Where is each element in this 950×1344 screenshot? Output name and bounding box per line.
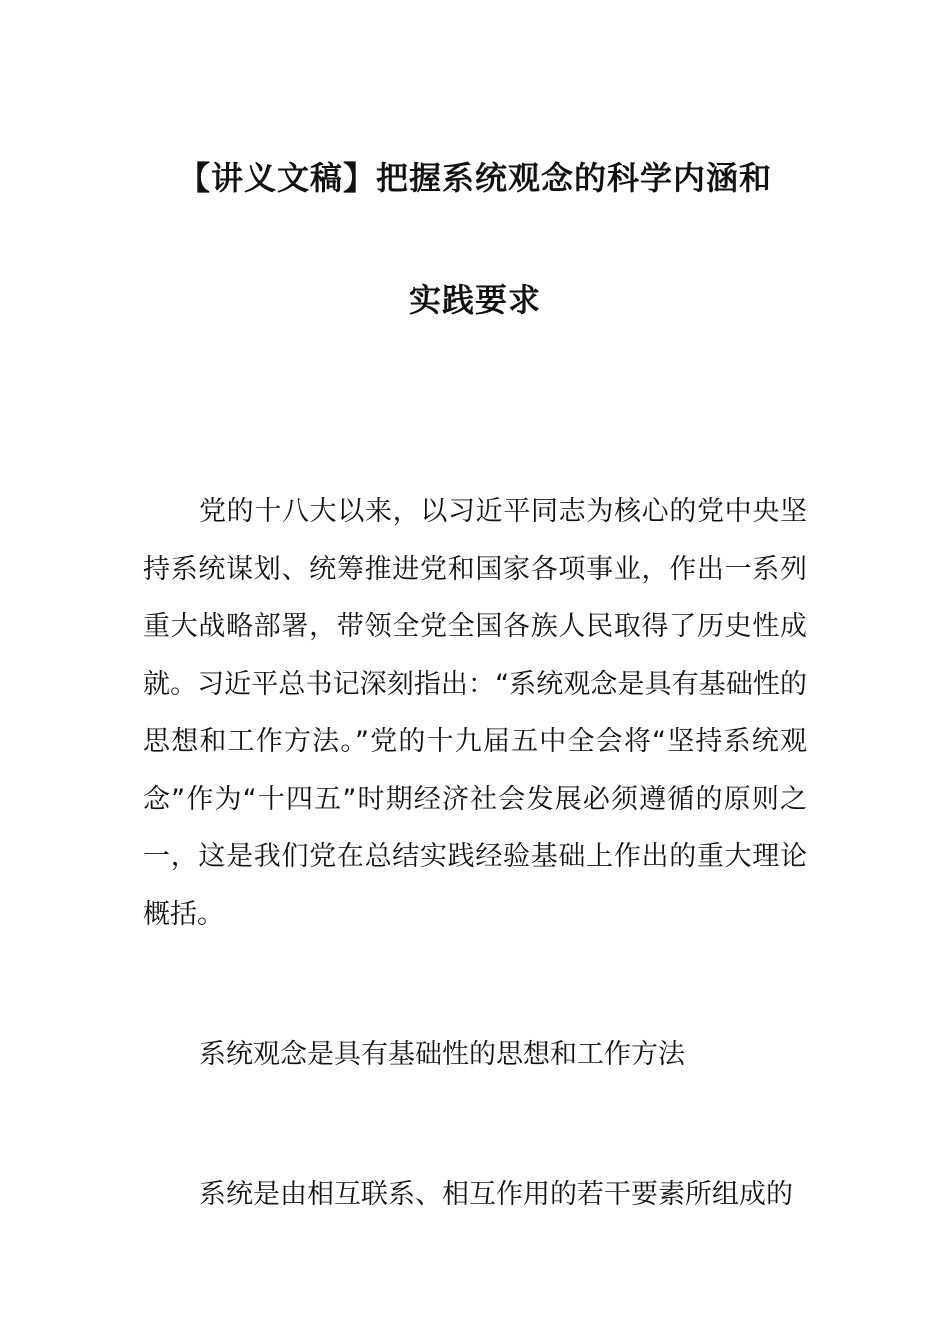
body-paragraph-system: 系统是由相互联系、相互作用的若干要素所组成的 <box>199 1179 793 1210</box>
document-title-line-1: 【讲义文稿】把握系统观念的科学内涵和 <box>177 159 772 197</box>
body-paragraph-intro: 党的十八大以来，以习近平同志为核心的党中央坚持系统谋划、统筹推进党和国家各项事业，作出一系列重大战略部署，带领全党全国各族人民取得了历史性成就。习近平总书记深刻指出：“系统观念是具有基础性的思想和工作方法。”党的十九届五中全会将“坚持系统观念”作为“十四五”时期经济社会发展必须遵循的原则之一，这是我们党在总结实践经验基础上作出的重大理论概括。 <box>143 496 807 930</box>
document-title-line-2: 实践要求 <box>408 281 541 319</box>
section-heading: 系统观念是具有基础性的思想和工作方法 <box>199 1039 685 1070</box>
